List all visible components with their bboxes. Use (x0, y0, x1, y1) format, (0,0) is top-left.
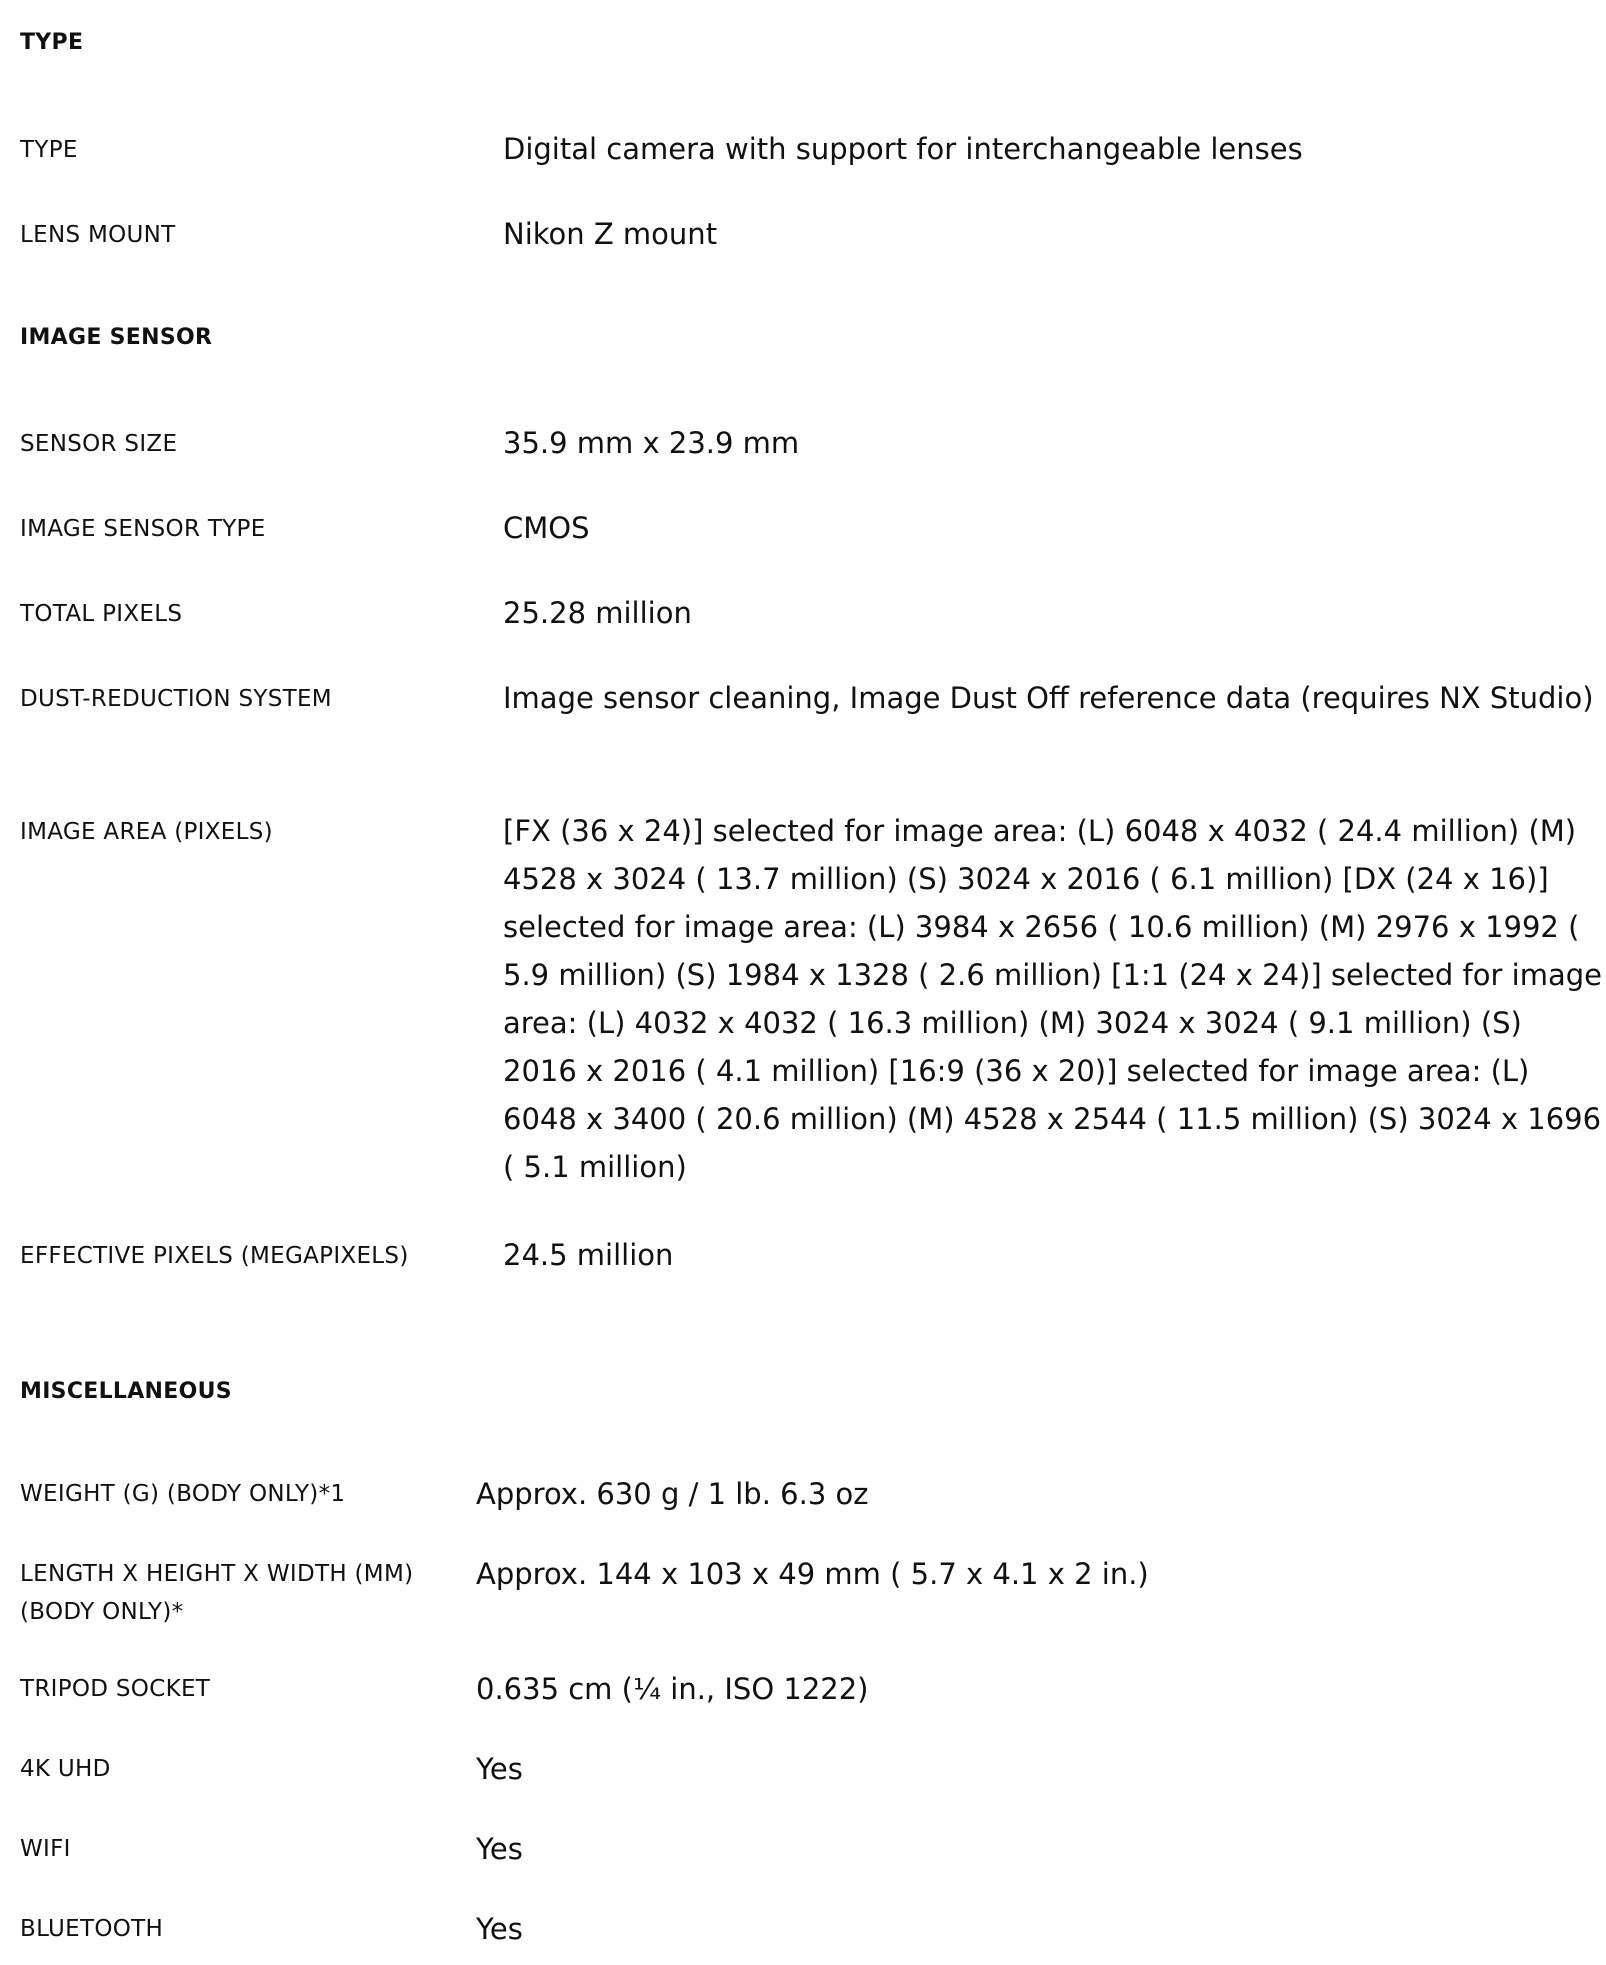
section-heading-type: TYPE (20, 30, 84, 55)
spec-value-tripod-socket: 0.635 cm (¹⁄₄ in., ISO 1222) (476, 1672, 869, 1706)
spec-label-image-area: IMAGE AREA (PIXELS) (20, 819, 273, 845)
spec-value-4k-uhd: Yes (476, 1752, 523, 1786)
spec-label-type: TYPE (20, 137, 78, 163)
spec-label-dimensions: LENGTH X HEIGHT X WIDTH (MM) (BODY ONLY)* (20, 1561, 414, 1625)
spec-value-image-sensor-type: CMOS (503, 511, 590, 545)
spec-label-weight: WEIGHT (G) (BODY ONLY)*1 (20, 1481, 346, 1507)
spec-value-bluetooth: Yes (476, 1912, 523, 1946)
spec-label-wifi: WIFI (20, 1836, 71, 1862)
spec-label-effective-pixels: EFFECTIVE PIXELS (MEGAPIXELS) (20, 1243, 409, 1269)
spec-label-tripod-socket: TRIPOD SOCKET (20, 1676, 211, 1702)
section-heading-image-sensor: IMAGE SENSOR (20, 325, 213, 350)
spec-value-image-area: [FX (36 x 24)] selected for image area: (L) 6048 x 4032 ( 24.4 million) (M) 4528 x 3024 ( 13.7 million) (S) 3024 x 2016 ( 6.1 million) [DX (24 x 16)] selected for image area: (L) 3984 x 2656 ( 10.6 million) (M) 2976 x 1992 ( 5.9 million) (S) 1984 x 1328 ( 2.6 million) [1:1 (24 x 24)] selected for image area: (L) 4032 x 4032 ( 16.3 million) (M) 3024 x 3024 ( 9.1 million) (S) 2016 x 2016 ( 4.1 million) [16:9 (36 x 20)] selected for image area: (L) 6048 x 3400 ( 20.6 million) (M) 4528 x 2544 ( 11.5 million) (S) 3024 x 1696 ( 5.1 million) (503, 814, 1602, 1184)
spec-label-4k-uhd: 4K UHD (20, 1756, 111, 1782)
spec-value-wifi: Yes (476, 1832, 523, 1866)
spec-label-total-pixels: TOTAL PIXELS (20, 601, 183, 627)
spec-value-dimensions: Approx. 144 x 103 x 49 mm ( 5.7 x 4.1 x 2 in.) (476, 1557, 1149, 1591)
spec-value-dust-reduction: Image sensor cleaning, Image Dust Off reference data (requires NX Studio) (503, 681, 1594, 715)
spec-value-total-pixels: 25.28 million (503, 596, 692, 630)
spec-label-sensor-size: SENSOR SIZE (20, 431, 178, 457)
spec-value-weight: Approx. 630 g / 1 lb. 6.3 oz (476, 1477, 869, 1511)
spec-value-type: Digital camera with support for interchangeable lenses (503, 132, 1303, 166)
spec-value-effective-pixels: 24.5 million (503, 1238, 674, 1272)
section-heading-miscellaneous: MISCELLANEOUS (20, 1379, 232, 1404)
spec-label-bluetooth: BLUETOOTH (20, 1916, 164, 1942)
spec-value-lens-mount: Nikon Z mount (503, 217, 718, 251)
spec-value-sensor-size: 35.9 mm x 23.9 mm (503, 426, 800, 460)
spec-label-image-sensor-type: IMAGE SENSOR TYPE (20, 516, 266, 542)
spec-label-dust-reduction: DUST-REDUCTION SYSTEM (20, 686, 332, 712)
spec-label-lens-mount: LENS MOUNT (20, 222, 176, 248)
